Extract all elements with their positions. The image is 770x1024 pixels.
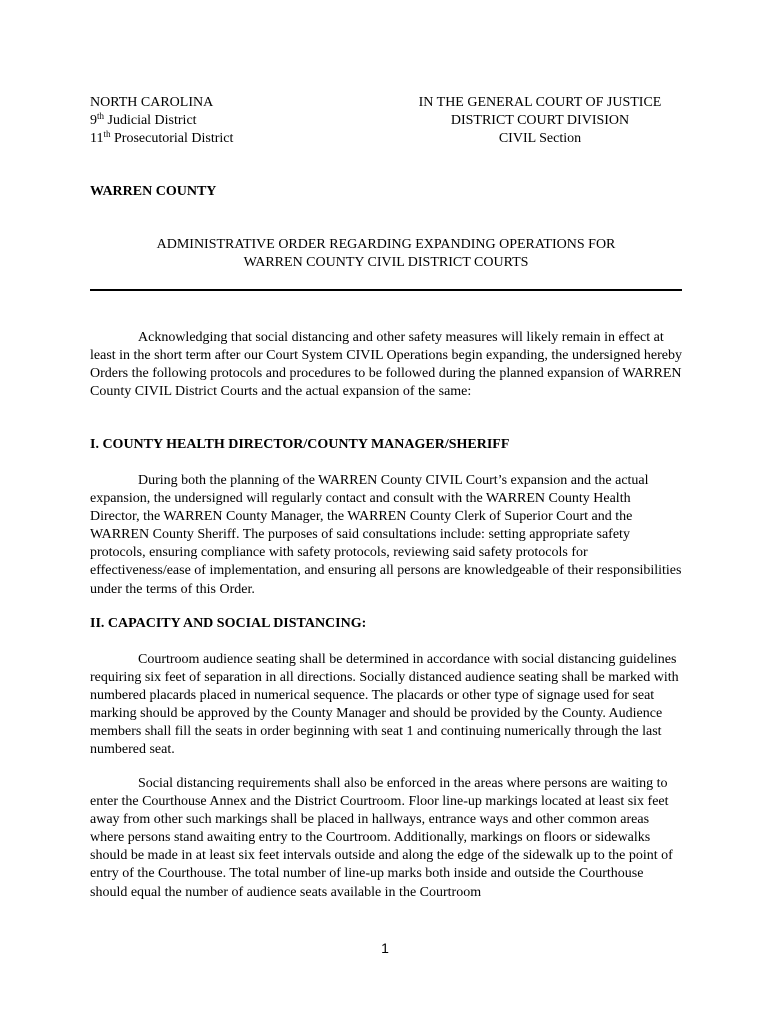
- judicial-district: 9th Judicial District: [90, 111, 197, 128]
- intro-paragraph: Acknowledging that social distancing and other safety measures will likely remain in effect at least in the short term after our Court System CIVIL Operations begin expanding, the undersigned hereby Orders the following protocols and procedures to be followed during the planned expansion of WARREN County CIVIL District Courts and the actual expansion of the same:: [90, 330, 682, 400]
- title-line-1: ADMINISTRATIVE ORDER REGARDING EXPANDING OPERATIONS FOR: [156, 237, 616, 252]
- document-title: [90, 236, 682, 272]
- prosecutorial-district: 11th Prosecutorial District: [90, 129, 234, 146]
- page-number: 1: [381, 940, 389, 956]
- court-section: CIVIL Section: [498, 131, 582, 146]
- section-2-heading: II. CAPACITY AND SOCIAL DISTANCING:: [90, 616, 367, 631]
- county-name: WARREN COUNTY: [90, 184, 217, 199]
- title-divider: [90, 289, 682, 291]
- section-1-heading: I. COUNTY HEALTH DIRECTOR/COUNTY MANAGER/SHERIFF: [90, 437, 510, 452]
- court-division: DISTRICT COURT DIVISION: [450, 113, 630, 128]
- title-line-2: WARREN COUNTY CIVIL DISTRICT COURTS: [243, 255, 529, 270]
- header-right: [394, 94, 686, 148]
- section-1-body: During both the planning of the WARREN County CIVIL Court’s expansion and the actual expansion, the undersigned will regularly contact and consult with the WARREN County Health Director, the WARREN County Manager, the WARREN County Clerk of Superior Court and the WARREN County Sheriff. The purposes of said consultations include: setting appropriate safety protocols, ensuring compliance with safety protocols, reviewing said safety protocols for effectiveness/ease of implementation, and ensuring all persons are knowledgeable of their responsibilities under the terms of this Order.: [90, 473, 682, 597]
- state-name: NORTH CAROLINA: [90, 95, 214, 110]
- court-name: IN THE GENERAL COURT OF JUSTICE: [418, 95, 662, 110]
- section-2-body-2: Social distancing requirements shall also be enforced in the areas where persons are waiting to enter the Courthouse Annex and the District Courtroom. Floor line-up markings located at least six feet away from other such markings shall be placed in hallways, entrance ways and other common areas where persons stand awaiting entry to the Courtroom. Additionally, markings on floors or sidewalks should be made in at least six feet intervals outside and along the edge of the sidewalk up to the point of entry of the Courthouse. The total number of line-up marks both inside and outside the Courthouse should equal the number of audience seats available in the Courtroom: [90, 776, 673, 900]
- section-2-body-1: Courtroom audience seating shall be determined in accordance with social distancing guidelines requiring six feet of separation in all directions. Socially distanced audience seating shall be marked with numbered placards placed in numerical sequence. The placards or other type of signage used for seat marking should be approved by the County Manager and should be provided by the County. Audience members shall fill the seats in order beginning with seat 1 and continuing numerically through the last numbered seat.: [90, 652, 679, 758]
- header-left: [90, 94, 233, 148]
